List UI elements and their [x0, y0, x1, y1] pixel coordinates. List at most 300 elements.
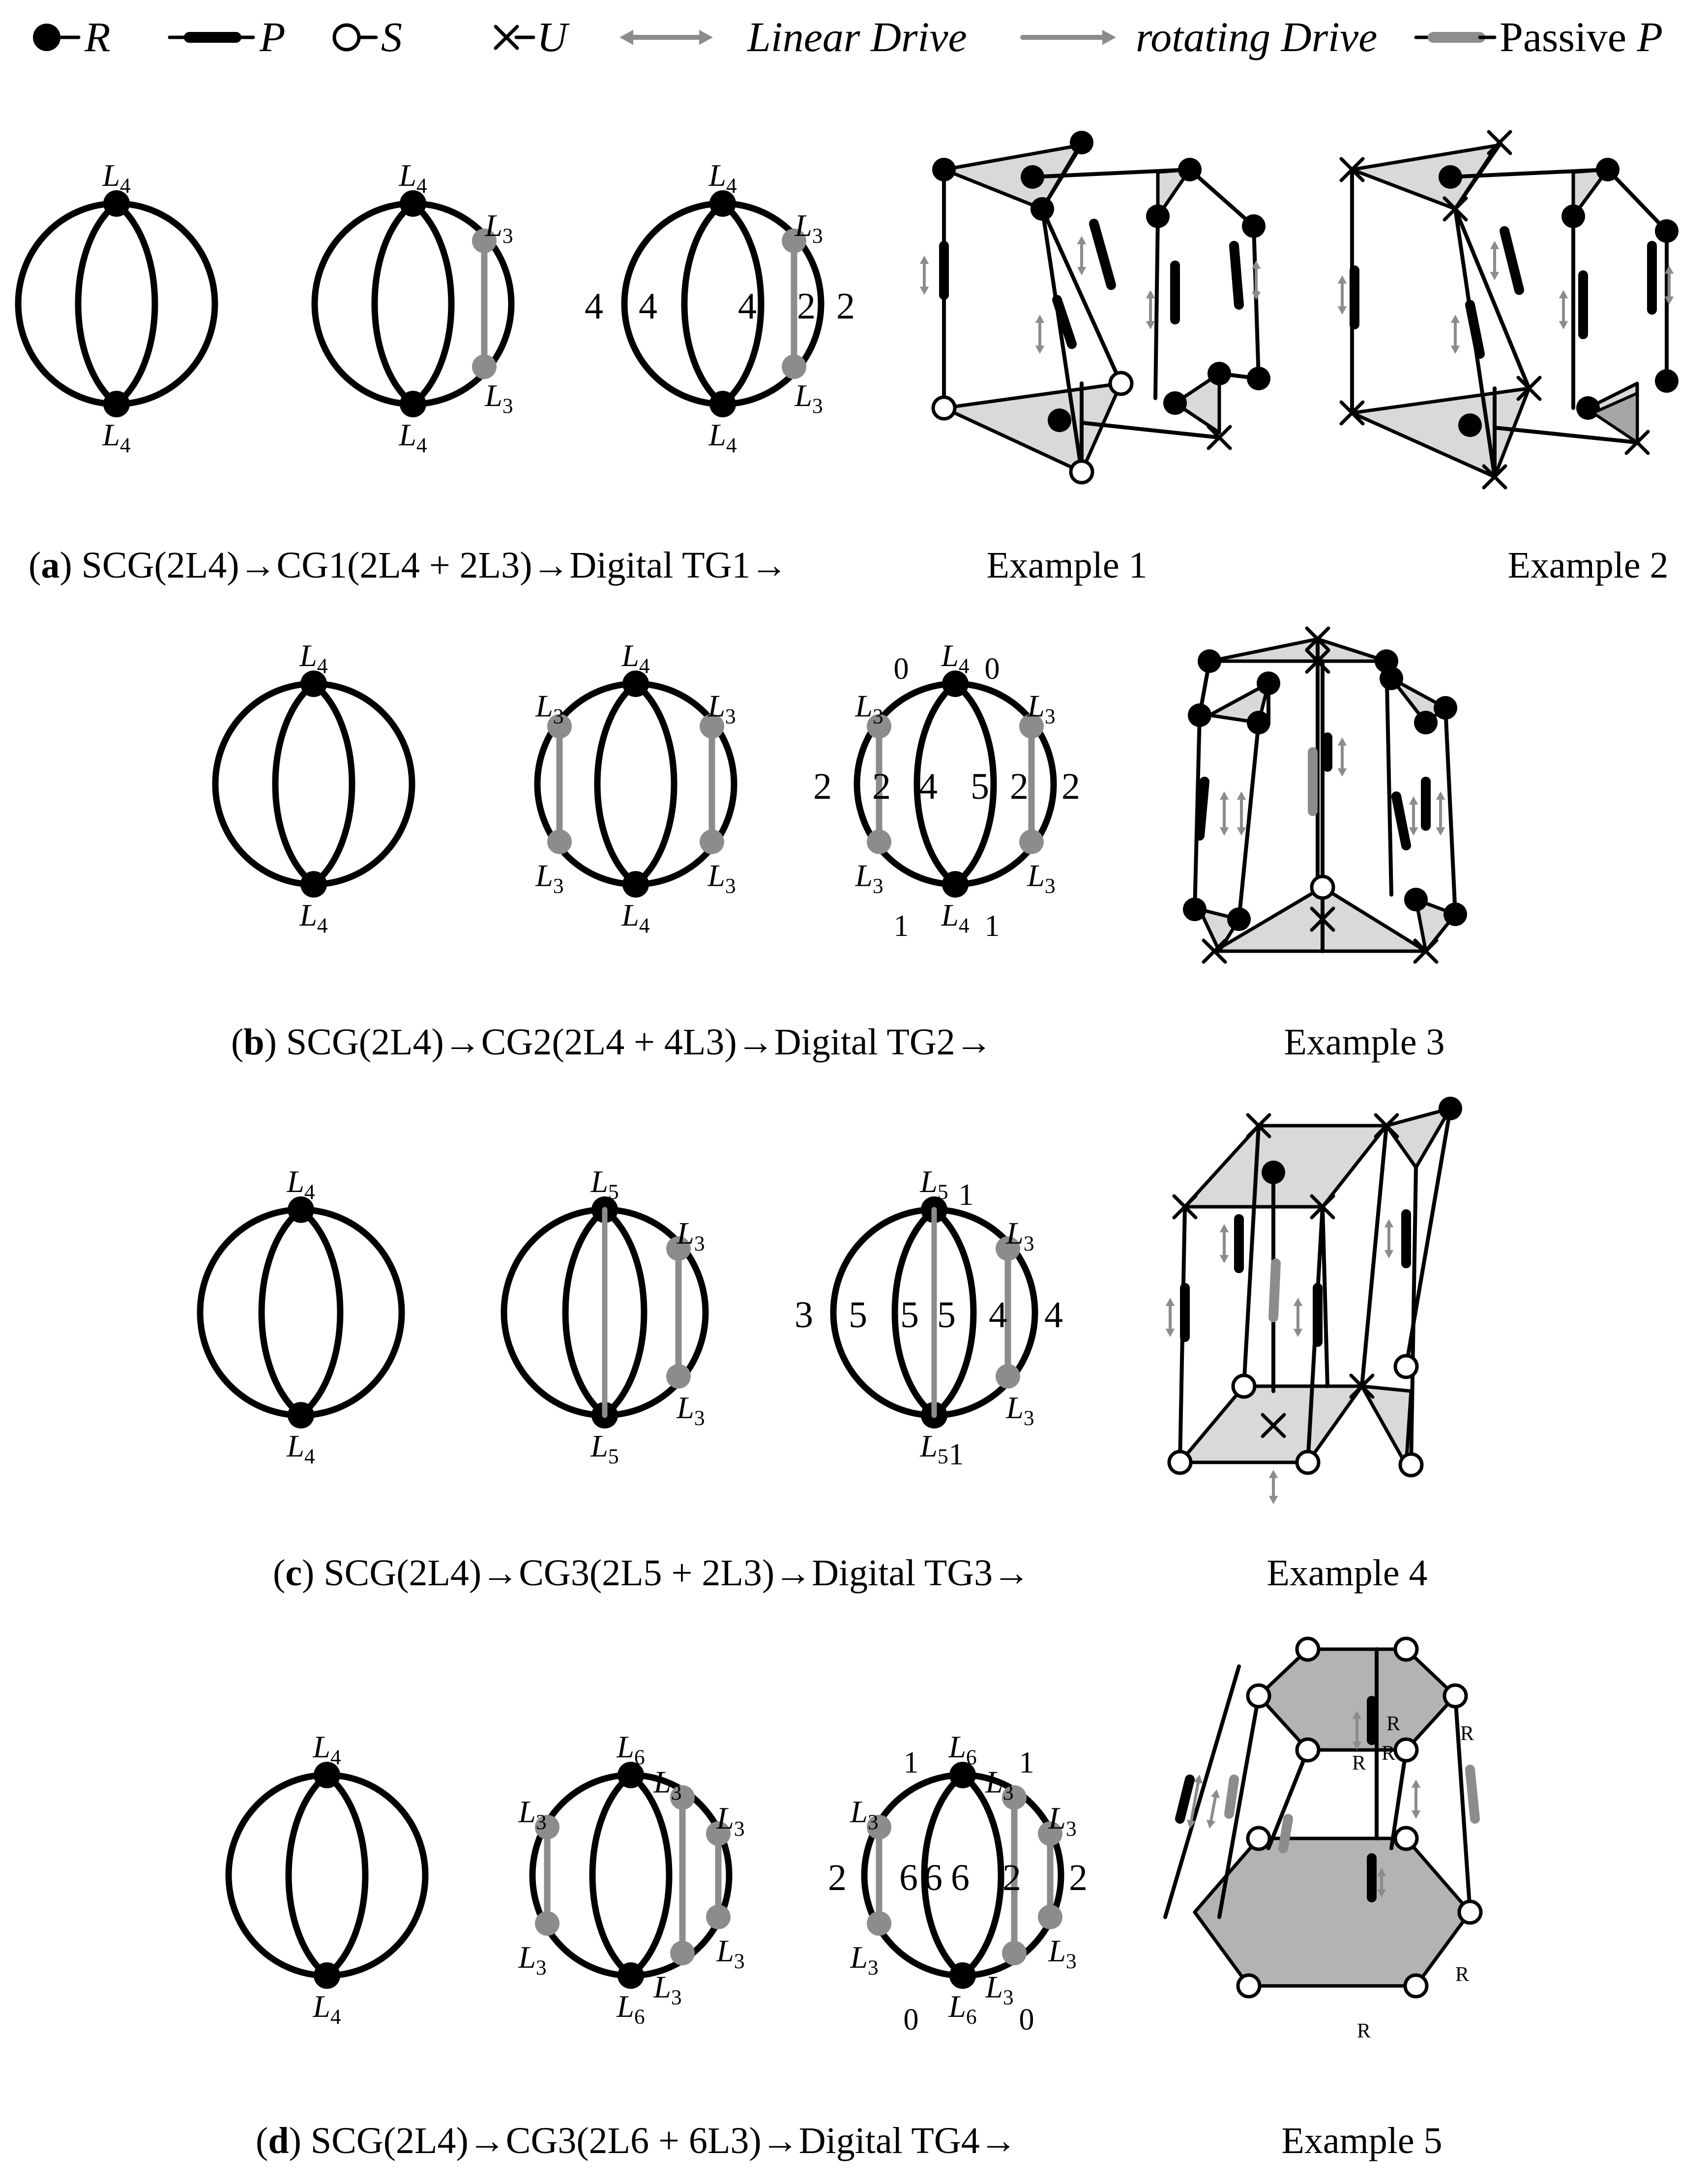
r-joint [1070, 131, 1093, 154]
graph-node-bottom [949, 1962, 976, 1989]
graph-outer-loop [537, 684, 734, 884]
graph-scg-c [200, 1164, 402, 1468]
loop-number: 6 [951, 1857, 970, 1898]
caption-a: (a) SCG(2L4)→CG1(2L4 + 2L3)→Digital TG1→ [29, 545, 788, 586]
arrow-head [699, 30, 713, 45]
graph-label-chord: $L_3$ [1006, 1390, 1034, 1430]
graph-label-top: $L_4$ [621, 638, 650, 678]
graph-label-chord: $L_3$ [716, 1933, 745, 1973]
graph-label-chord: $L_3$ [1027, 688, 1056, 728]
arrow-head [1294, 1329, 1302, 1337]
arrow-head [1490, 272, 1499, 280]
s-joint [1248, 1685, 1269, 1707]
graph-label-chord: $L_3$ [985, 1764, 1014, 1805]
arrow-head [1559, 290, 1568, 298]
graph-label-bottom: $L_4$ [399, 417, 427, 458]
loop-number: 5 [937, 1294, 956, 1336]
legend-label-passive-p: Passive P [1500, 13, 1663, 60]
graph-inner-link [413, 204, 451, 404]
graph-inner-link [78, 204, 117, 404]
s-joint [1395, 1828, 1417, 1849]
s-joint [1444, 1685, 1466, 1707]
loop-number: 4 [738, 286, 757, 327]
graph-label-top: $L_4$ [299, 638, 328, 678]
arrow-head [1412, 1810, 1420, 1819]
graph-label-chord: $L_3$ [485, 207, 513, 248]
joint-type-label: R [1460, 1722, 1474, 1745]
s-joint-icon [334, 25, 359, 50]
graph-inner-link [605, 1210, 644, 1415]
graph-label-top: $L_6$ [617, 1729, 645, 1770]
arrow-head [1451, 346, 1460, 354]
arrow-head [619, 30, 633, 45]
example-label: Example 2 [1507, 545, 1669, 586]
arrow-head [1384, 1250, 1393, 1258]
arrow-head [1436, 791, 1445, 800]
arrow-head [1409, 796, 1418, 805]
r-joint [1443, 903, 1467, 926]
arrow-head [1338, 275, 1347, 284]
r-joint [1404, 888, 1428, 911]
arrow-head [920, 287, 929, 295]
prismatic-actuator [1470, 305, 1480, 354]
s-joint [1238, 1975, 1260, 1997]
r-joint [1439, 165, 1462, 189]
graph-tg-b [813, 638, 1080, 943]
passive-prismatic [1229, 1779, 1234, 1814]
mechanism-example-5 [1165, 1638, 1481, 1997]
r-joint [1655, 219, 1679, 243]
r-joint [1163, 391, 1187, 415]
r-joint [1021, 165, 1044, 189]
graph-outer-loop [18, 204, 215, 404]
platform [1209, 639, 1386, 661]
limb-link [1386, 661, 1391, 895]
legend-item-linear-drive [619, 13, 967, 60]
loop-number-bottom: 0 [903, 2003, 919, 2037]
graph-inner-link [565, 1210, 605, 1415]
graph-label-chord: $L_3$ [1006, 1216, 1034, 1256]
limb-link [1362, 1126, 1386, 1386]
loop-number: 2 [813, 766, 832, 807]
example-label: Example 4 [1266, 1552, 1428, 1594]
loop-number: 2 [1061, 766, 1080, 807]
loop-number: 4 [989, 1294, 1007, 1336]
graph-node-chord [782, 354, 806, 379]
s-joint [1395, 1638, 1417, 1660]
graph-tg-d [828, 1729, 1088, 2037]
graph-label-top: $L_4$ [313, 1729, 341, 1770]
linear-drive-arrow [1436, 791, 1445, 836]
graph-node-bottom [709, 391, 736, 417]
s-joint [1248, 1828, 1269, 1849]
topology-graphs [18, 158, 1088, 2037]
graph-label-chord: $L_3$ [535, 688, 564, 728]
arrow-head [1077, 236, 1086, 244]
s-joint [1405, 1975, 1427, 1997]
r-joint [1380, 667, 1403, 690]
example-label: Example 1 [986, 545, 1148, 586]
graph-node-bottom [622, 871, 649, 898]
r-joint [1198, 649, 1221, 673]
legend-label-linear-drive: Linear Drive [747, 13, 967, 60]
graph-label-chord: $L_3$ [518, 1794, 547, 1835]
graph-node-chord [1002, 1941, 1027, 1965]
arrow-head [1490, 241, 1499, 249]
arrow-head [1384, 1219, 1393, 1227]
graph-node-bottom [618, 1962, 644, 1989]
mechanism-example-4 [1166, 1097, 1462, 1504]
graph-node-bottom [103, 391, 130, 417]
linear-drive-arrow [1220, 791, 1229, 836]
arrow-head [1338, 737, 1347, 746]
graph-label-top: $L_4$ [941, 638, 970, 678]
u-joint-icon [496, 27, 517, 48]
graph-label-top: $L_4$ [708, 158, 737, 198]
graph-label-bottom: $L_4$ [102, 417, 131, 458]
graph-scg-b [215, 638, 412, 937]
legend-item-s [334, 13, 402, 60]
prismatic-actuator [1504, 231, 1519, 290]
graph-label-chord: $L_3$ [707, 688, 736, 728]
linear-drive-arrow [1559, 290, 1568, 329]
legend-item-u [496, 13, 570, 60]
graph-node-chord [706, 1905, 731, 1929]
graph-label-chord: $L_3$ [985, 1969, 1014, 2009]
s-joint [1110, 373, 1132, 394]
mechanism-example-1 [920, 131, 1270, 483]
r-joint [1561, 204, 1585, 228]
loop-number-bottom: 1 [948, 1438, 964, 1472]
graph-label-top: $L_4$ [287, 1164, 315, 1204]
s-joint [1233, 1375, 1255, 1397]
loop-number-top: 1 [958, 1178, 974, 1212]
passive-prismatic [1470, 1770, 1475, 1819]
graph-scg-d [229, 1729, 425, 2029]
graph-label-top: $L_6$ [948, 1729, 977, 1770]
s-joint [1297, 1452, 1319, 1473]
s-joint [1459, 1901, 1481, 1923]
prismatic-actuator [1094, 224, 1111, 285]
graph-scg-a [18, 158, 215, 457]
graph-inner-link [597, 684, 636, 884]
graph-label-bottom: $L_6$ [948, 1989, 977, 2029]
r-joint [1188, 703, 1211, 727]
arrow-head [1211, 1789, 1220, 1798]
prismatic-actuator [1396, 796, 1406, 845]
legend-item-rotating-drive [1023, 13, 1377, 60]
arrow-head [1237, 827, 1246, 836]
limb-link [1445, 708, 1455, 914]
legend-label-u: U [537, 13, 568, 60]
graph-label-bottom: $L_5$ [590, 1428, 619, 1469]
limb-link [1608, 170, 1667, 231]
graph-inner-link [301, 1210, 340, 1415]
arrow-head [1252, 291, 1261, 300]
r-joint [1439, 1097, 1462, 1120]
graph-label-chord: $L_3$ [677, 1390, 705, 1430]
linear-drive-arrow [1409, 796, 1418, 836]
linear-drive-arrow [1035, 315, 1044, 354]
loop-number: 5 [971, 766, 989, 807]
graph-label-chord: $L_3$ [535, 858, 564, 898]
r-joint [1178, 158, 1202, 181]
mechanism-example-3 [1183, 628, 1467, 962]
graph-node-bottom [314, 1962, 340, 1989]
arrow-head [1269, 1470, 1278, 1478]
loop-number: 5 [900, 1294, 919, 1336]
loop-number: 5 [849, 1294, 867, 1336]
linear-drive-arrow [1338, 737, 1347, 777]
graph-label-bottom: $L_4$ [708, 417, 737, 458]
loop-number-bottom: 1 [984, 909, 1000, 943]
linear-drive-icon [619, 30, 713, 45]
prismatic-actuator [1200, 782, 1205, 836]
caption-d: (d) SCG(2L4)→CG3(2L6 + 6L3)→Digital TG4→ [256, 2120, 1017, 2161]
arrow-head [1220, 827, 1229, 836]
prismatic-actuator [1057, 300, 1072, 344]
graph-inner-link [636, 684, 674, 884]
platform [944, 383, 1121, 472]
arrow-head [1338, 306, 1347, 315]
linear-drive-arrow [1294, 1298, 1302, 1337]
passive-prismatic [1283, 1819, 1288, 1848]
graph-outer-loop [229, 1775, 425, 1976]
arrow-head [1166, 1329, 1175, 1337]
loop-number: 2 [1002, 1857, 1021, 1898]
graph-cg-d [518, 1729, 744, 2029]
s-joint [1312, 876, 1333, 898]
limb-link [1455, 209, 1529, 388]
rotating-drive-icon [1023, 30, 1116, 45]
graph-label-top: $L_5$ [590, 1164, 619, 1204]
graph-node-chord [700, 830, 724, 854]
s-joint [1071, 461, 1092, 483]
arrow-head [1220, 1224, 1229, 1232]
arrow-head [1338, 768, 1347, 777]
linear-drive-arrow [1146, 290, 1155, 329]
r-joint [1262, 1161, 1285, 1184]
r-joint [1458, 413, 1482, 437]
arrow-head [1146, 321, 1155, 329]
arrow-head [1194, 1775, 1203, 1783]
arrow-head [1220, 791, 1229, 800]
graph-label-bottom: $L_4$ [299, 898, 328, 938]
linear-drive-arrow [1269, 1470, 1278, 1504]
graph-cg-c [504, 1164, 706, 1468]
linear-drive-arrow [920, 256, 929, 295]
joint-type-label: R [1352, 1752, 1366, 1775]
arrow-head [1451, 315, 1460, 323]
joint-type-label: R [1455, 1963, 1470, 1986]
graph-outer-loop [215, 684, 412, 884]
graph-label-chord: $L_3$ [518, 1939, 547, 1980]
r-joint [1031, 197, 1054, 221]
caption-b: (b) SCG(2L4)→CG2(2L4 + 4L3)→Digital TG2→ [231, 1021, 993, 1063]
limb-link [1155, 216, 1158, 398]
legend-item-passive-p [1416, 13, 1663, 60]
prismatic-actuator [1234, 246, 1239, 305]
graph-node-chord [670, 1941, 695, 1965]
graph-node-chord [547, 830, 572, 854]
s-joint [1395, 1739, 1417, 1761]
graph-inner-link [375, 204, 413, 404]
arrow-head [1146, 290, 1155, 298]
graph-label-chord: $L_3$ [855, 688, 883, 728]
platform [1195, 1838, 1470, 1986]
graph-cg-b [535, 638, 736, 937]
graph-label-bottom: $L_6$ [617, 1989, 645, 2029]
r-joint [1247, 367, 1270, 390]
graph-cg-a [315, 158, 513, 457]
r-joint [1242, 214, 1266, 238]
loop-number: 2 [836, 286, 855, 327]
platform [1352, 388, 1529, 477]
linear-drive-arrow [1384, 1219, 1393, 1258]
passive-prismatic [1273, 1263, 1276, 1317]
example-label: Example 3 [1284, 1021, 1445, 1063]
linear-drive-arrow [1207, 1789, 1220, 1829]
joint-type-label: R [1386, 1713, 1401, 1735]
graph-inner-link [117, 204, 155, 404]
arrow-head [920, 256, 929, 264]
graph-label-bottom: $L_4$ [941, 898, 970, 938]
linear-drive-arrow [1490, 241, 1499, 280]
graph-node-chord [1038, 1905, 1062, 1929]
joint-type-label: R [1382, 1742, 1396, 1765]
joint-type-label: R [1357, 2020, 1371, 2042]
arrow-head [1237, 791, 1246, 800]
arrow-head [1166, 1298, 1175, 1306]
arrow-head [1269, 1496, 1278, 1504]
graph-label-chord: $L_3$ [850, 1794, 879, 1835]
loop-number-top: 1 [1019, 1746, 1034, 1779]
prismatic-actuator [1180, 1779, 1190, 1819]
legend-label-s: S [381, 13, 402, 60]
r-joint-icon [33, 24, 60, 51]
r-joint [1247, 711, 1270, 734]
legend-label-rotating-drive: rotating Drive [1136, 13, 1378, 60]
graph-label-chord: $L_3$ [855, 858, 883, 898]
r-joint [1227, 907, 1251, 931]
loop-number: 4 [639, 286, 657, 327]
graph-inner-link [289, 1775, 327, 1976]
linear-drive-arrow [1237, 791, 1246, 836]
arrow-head [1077, 267, 1086, 275]
platform [1185, 1126, 1386, 1207]
r-joint [1048, 408, 1071, 432]
loop-number-bottom: 1 [893, 909, 909, 943]
linear-drive-arrow [1220, 1224, 1229, 1263]
linear-drive-arrow [1412, 1779, 1420, 1819]
arrow-head [1559, 321, 1568, 329]
graph-label-chord: $L_3$ [707, 858, 736, 898]
r-joint [932, 158, 956, 181]
legend [33, 13, 1663, 60]
s-joint [1169, 1452, 1191, 1473]
graph-label-chord: $L_3$ [795, 207, 823, 248]
legend-item-p [170, 13, 286, 60]
r-joint [1257, 671, 1280, 695]
graph-label-chord: $L_3$ [850, 1939, 879, 1980]
r-joint [1183, 898, 1207, 921]
limb-link [1411, 1167, 1416, 1465]
linear-drive-arrow [1338, 275, 1347, 315]
arrow-head [1102, 30, 1116, 45]
loop-number: 4 [585, 286, 603, 327]
loop-number: 2 [1010, 766, 1029, 807]
graph-label-bottom: $L_4$ [621, 898, 650, 938]
graph-label-top: $L_4$ [399, 158, 427, 198]
loop-number: 2 [797, 286, 816, 327]
linear-drive-arrow [1077, 236, 1086, 275]
graph-label-top: $L_4$ [102, 158, 131, 198]
arrow-head [1035, 315, 1044, 323]
graph-label-bottom: $L_4$ [313, 1989, 341, 2029]
graph-tg-c [795, 1164, 1063, 1471]
graph-node-chord [1019, 830, 1044, 854]
loop-number: 2 [828, 1857, 847, 1898]
graph-label-bottom: $L_5$ [920, 1428, 948, 1469]
graph-label-chord: $L_3$ [653, 1969, 682, 2009]
graph-inner-link [592, 1775, 631, 1976]
loop-number: 2 [872, 766, 891, 807]
arrow-head [1436, 827, 1445, 836]
limb-link [1254, 226, 1259, 379]
graph-node-chord [996, 1364, 1020, 1389]
limb-link [1323, 1207, 1327, 1386]
loop-number: 4 [919, 766, 938, 807]
graph-outer-loop [532, 1775, 729, 1976]
s-joint [933, 397, 955, 419]
arrow-head [1220, 1255, 1229, 1263]
graph-node-chord [535, 1911, 560, 1936]
r-joint [1146, 204, 1170, 228]
legend-label-r: R [85, 13, 111, 60]
r-joint [1207, 362, 1231, 385]
loop-number: 4 [1044, 1294, 1063, 1336]
example-label: Example 5 [1281, 2120, 1443, 2161]
arrow-head [1412, 1779, 1420, 1788]
loop-number-bottom: 0 [1019, 2003, 1034, 2037]
u-joint [1489, 132, 1510, 153]
graph-node-bottom [942, 871, 969, 898]
graph-node-bottom [300, 871, 327, 898]
loop-number-top: 1 [903, 1746, 919, 1779]
loop-number: 3 [795, 1294, 813, 1336]
graph-node-chord [867, 830, 891, 854]
graph-inner-link [262, 1210, 301, 1415]
loop-number: 6 [899, 1857, 918, 1898]
graph-inner-link [684, 204, 723, 404]
linear-drive-arrow [1451, 315, 1460, 354]
arrow-shaft [1210, 1795, 1216, 1823]
legend-label-p: P [260, 13, 286, 60]
graph-node-chord [472, 354, 497, 379]
graph-inner-link [327, 1775, 365, 1976]
r-joint [1414, 711, 1438, 734]
graph-inner-link [314, 684, 352, 884]
linear-drive-arrow [1252, 261, 1261, 300]
loop-number-top: 0 [893, 652, 909, 686]
graph-node-bottom [400, 391, 426, 417]
platform [1362, 1386, 1411, 1465]
arrow-head [1207, 1820, 1215, 1829]
legend-item-r [33, 13, 111, 60]
loop-number: 2 [1069, 1857, 1088, 1898]
graph-tg-a [585, 158, 855, 457]
limb-link [1190, 170, 1254, 226]
